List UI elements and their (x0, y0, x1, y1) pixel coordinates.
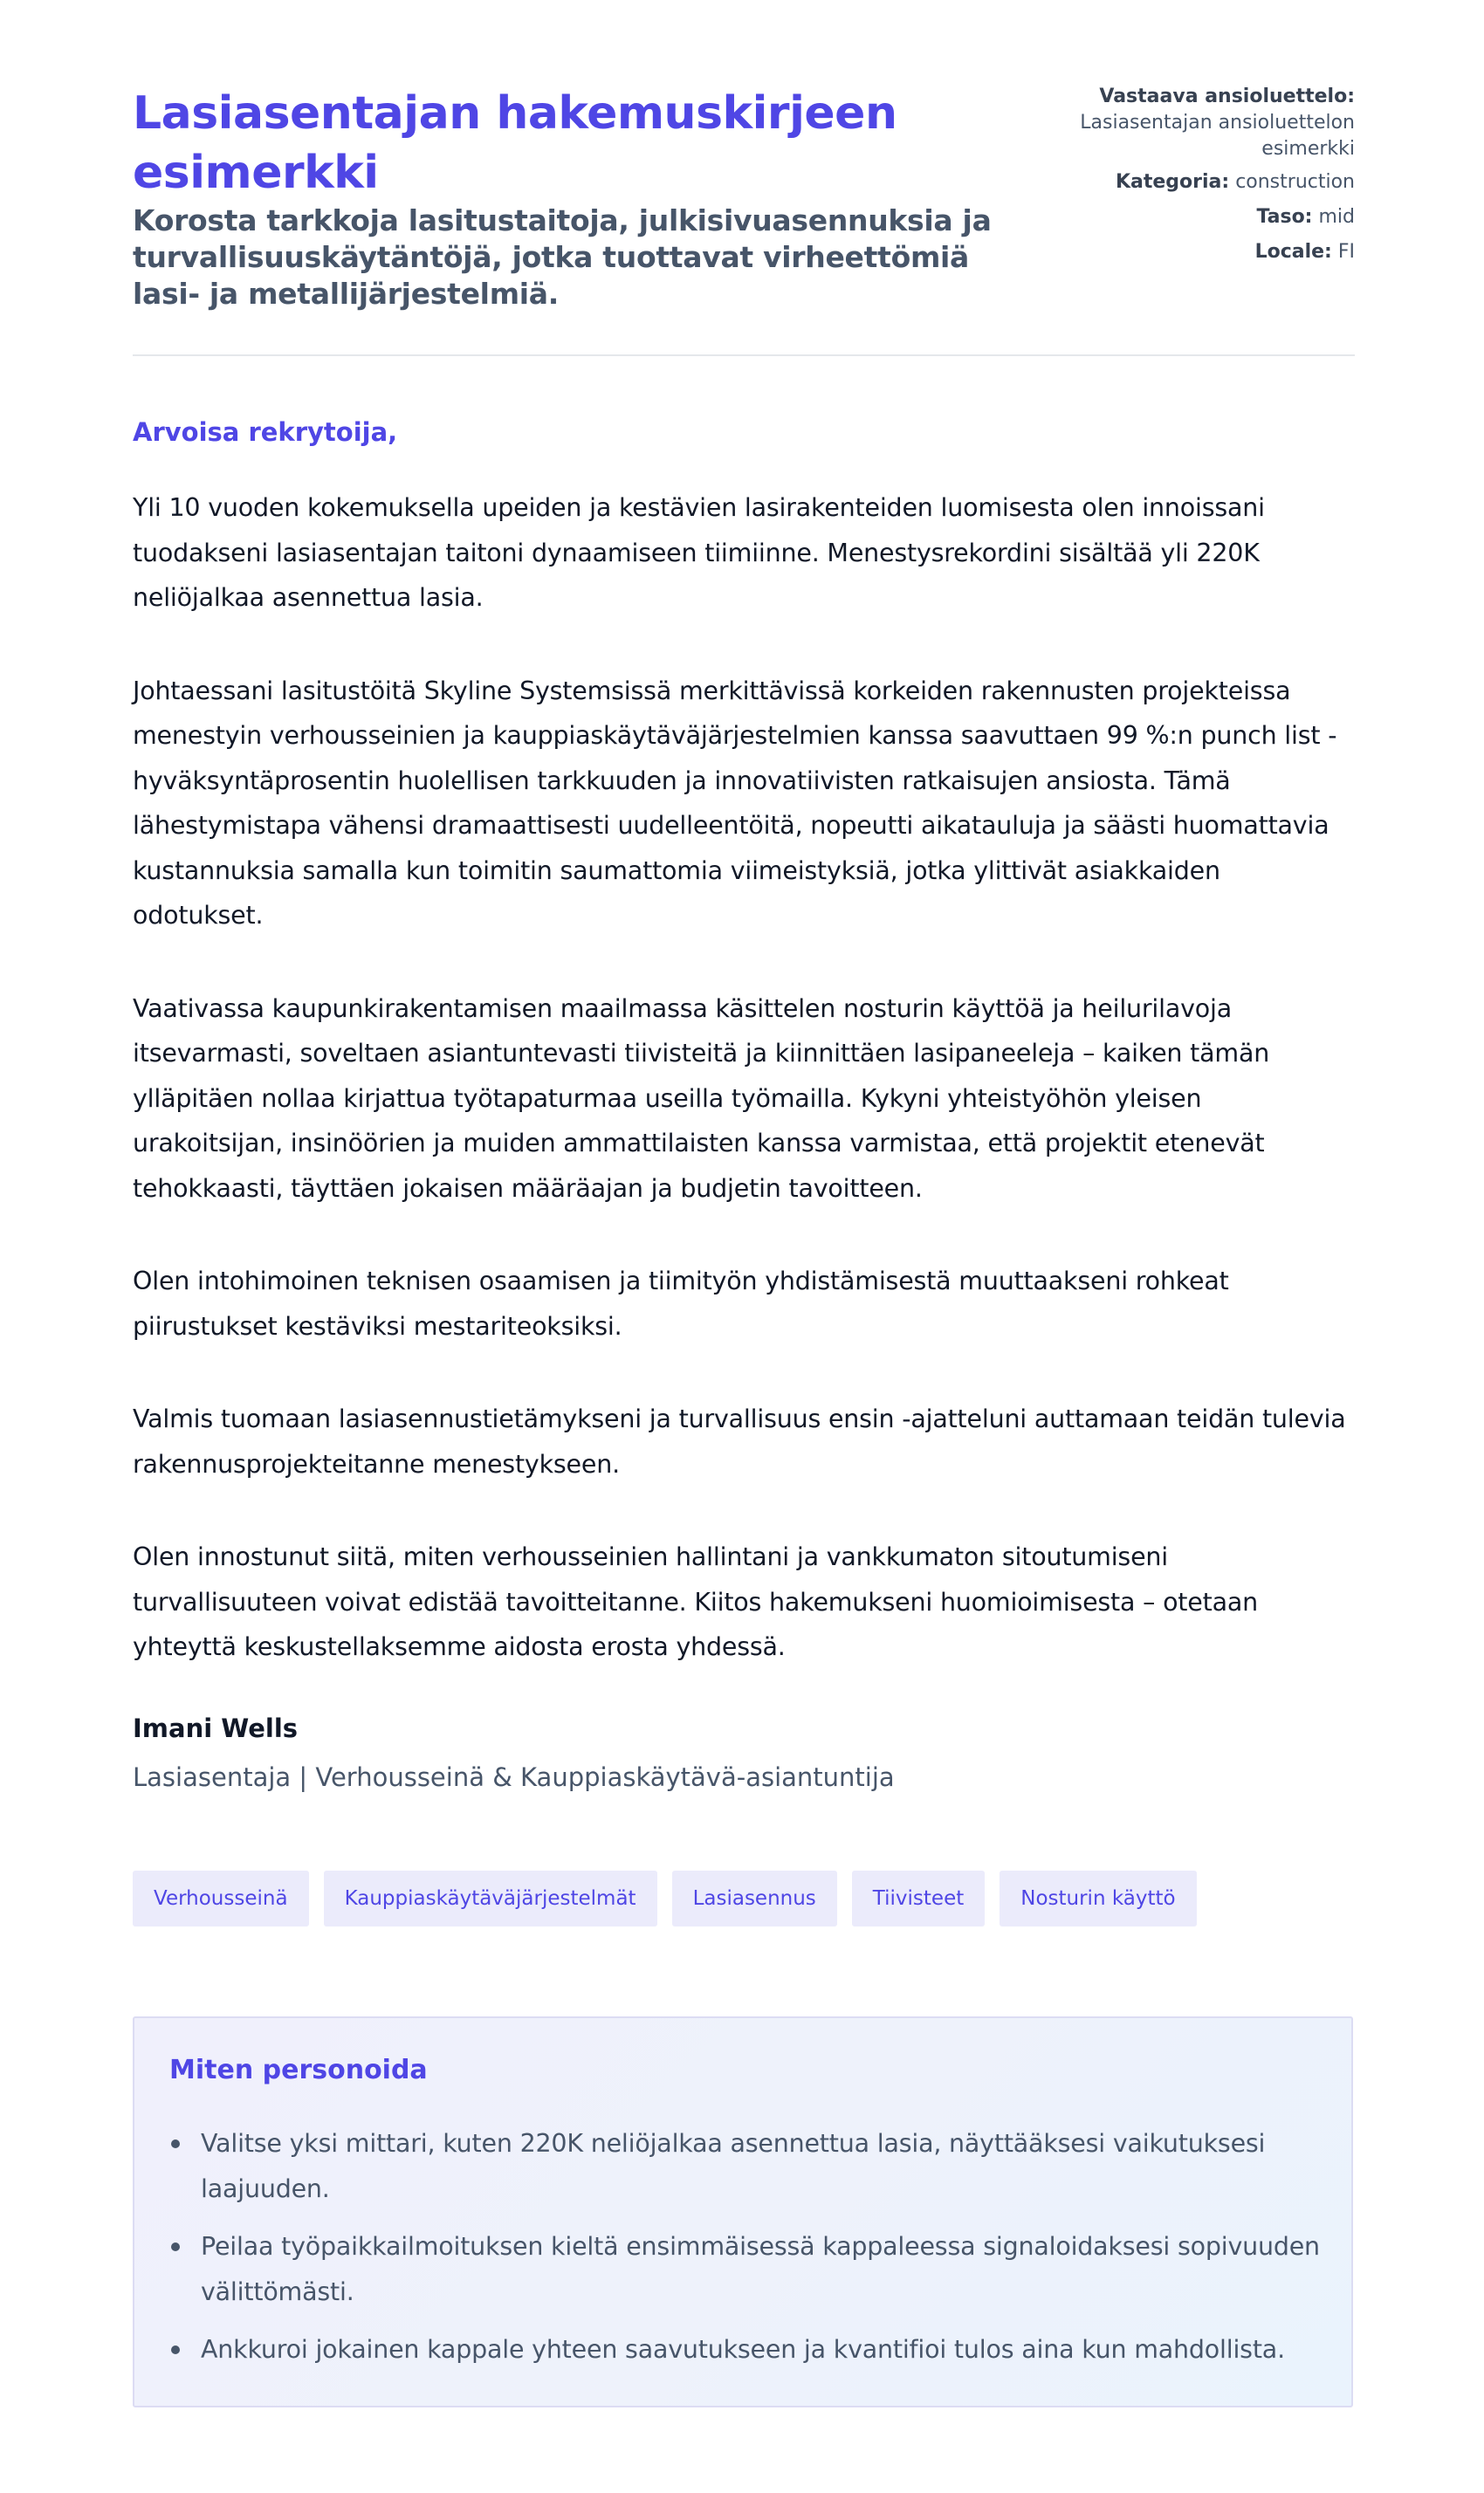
metadata-panel (1041, 84, 1355, 274)
page-title: Lasiasentajan hakemuskirjeen esimerkki (133, 87, 897, 199)
meta-category (1041, 169, 1355, 196)
cover-letter-page (133, 0, 1355, 2364)
signature-block (133, 1711, 895, 1795)
skill-tag: Tiivisteet (852, 1871, 985, 1926)
letter-paragraph: Yli 10 vuoden kokemuksella upeiden ja kestävien lasirakenteiden luomisesta olen innoissani tuodakseni lasiasentajan taitoni dynaamiseen tiimiinne. Menestysrekordini sisältää yli 220K neliöjalkaa asennettua lasia. (133, 493, 1265, 612)
meta-resume-label: Vastaava ansioluettelo: (1099, 86, 1355, 107)
signature-title: Lasiasentaja | Verhousseinä & Kauppiaskäytävä-asiantuntija (133, 1762, 895, 1792)
meta-level-label: Taso: (1256, 206, 1313, 228)
personalization-tips-box (133, 2016, 1353, 2407)
bullet-icon (171, 2139, 180, 2148)
page-subtitle: Korosta tarkkoja lasitustaitoja, julkisivuasennuksia ja turvallisuuskäytäntöjä, jotka tuottavat virheettömiä lasi- ja metallijärjestelmiä. (133, 203, 992, 311)
tip-text: Valitse yksi mittari, kuten 220K neliöjalkaa asennettua lasia, näyttääksesi vaikutuksesi laajuuden. (201, 2129, 1266, 2203)
meta-locale-value: FI (1337, 241, 1355, 263)
letter-paragraph: Vaativassa kaupunkirakentamisen maailmassa käsittelen nosturin käyttöä ja heilurilavoja itsevarmasti, soveltaen asiantuntevasti tiivisteitä ja kiinnittäen lasipaneeleja – kaiken tämän ylläpitäen nollaa kirjattua työtapaturmaa useilla työmailla. Kykyni yhteistyöhön yleisen urakoitsijan, insinöörien ja muiden ammattilaisten kanssa varmistaa, että projektit etenevät tehokkaasti, täyttäen jokaisen määräajan ja budjetin tavoitteen. (133, 993, 1270, 1203)
letter-greeting: Arvoisa rekrytoija, (133, 417, 398, 447)
bullet-icon (171, 2345, 180, 2354)
meta-level (1041, 204, 1355, 230)
tip-item (201, 2121, 1327, 2212)
meta-level-value: mid (1318, 206, 1355, 228)
bullet-icon (171, 2242, 180, 2251)
tip-item (201, 2327, 1327, 2373)
meta-category-label: Kategoria: (1115, 171, 1230, 193)
meta-resume (1041, 84, 1355, 162)
letter-paragraph: Johtaessani lasitustöitä Skyline Systemsissä merkittävissä korkeiden rakennusten projekteissa menestyin verhousseinien ja kauppiaskäytäväjärjestelmien kanssa saavuttaen 99 %:n punch list -hyväksyntäprosentin huolellisen tarkkuuden ja innovatiivisten ratkaisujen ansiosta. Tämä lähestymistapa vähensi dramaattisesti uudelleentöitä, nopeutti aikatauluja ja säästi huomattavia kustannuksia samalla kun toimitin saumattomia viimeistyksiä, jotka ylittivät asiakkaiden odotukset. (133, 676, 1337, 930)
signature-name: Imani Wells (133, 1714, 299, 1743)
meta-locale-label: Locale: (1254, 241, 1332, 263)
skill-tag: Lasiasennus (672, 1871, 837, 1926)
page-header (133, 0, 1355, 354)
letter-paragraph: Valmis tuomaan lasiasennustietämykseni ja turvallisuus ensin -ajatteluni auttamaan teidän tulevia rakennusprojekteitanne menestykseen. (133, 1404, 1346, 1479)
skill-tag: Verhousseinä (133, 1871, 309, 1926)
tip-text: Peilaa työpaikkailmoituksen kieltä ensimmäisessä kappaleessa signaloidaksesi sopivuuden välittömästi. (201, 2232, 1320, 2306)
header-divider (133, 354, 1355, 356)
tips-list (169, 2121, 1327, 2385)
letter-body (133, 485, 1355, 1718)
meta-resume-value[interactable]: Lasiasentajan ansioluettelon esimerkki (1080, 112, 1355, 160)
tip-item (201, 2224, 1327, 2315)
tips-heading: Miten personoida (169, 2055, 428, 2085)
meta-category-value: construction (1235, 171, 1355, 193)
skill-tags (133, 1871, 1197, 1926)
skill-tag: Nosturin käyttö (1000, 1871, 1196, 1926)
meta-locale (1041, 239, 1355, 265)
letter-paragraph: Olen intohimoinen teknisen osaamisen ja tiimityön yhdistämisestä muuttaakseni rohkeat piirustukset kestäviksi mestariteoksiksi. (133, 1267, 1229, 1341)
tip-text: Ankkuroi jokainen kappale yhteen saavutukseen ja kvantifioi tulos aina kun mahdollista. (201, 2335, 1285, 2364)
skill-tag: Kauppiaskäytäväjärjestelmät (324, 1871, 657, 1926)
letter-paragraph: Olen innostunut siitä, miten verhousseinien hallintani ja vankkumaton sitoutumiseni turvallisuuteen voivat edistää tavoitteitanne. Kiitos hakemukseni huomioimisesta – otetaan yhteyttä keskustellaksemme aidosta erosta yhdessä. (133, 1542, 1258, 1661)
